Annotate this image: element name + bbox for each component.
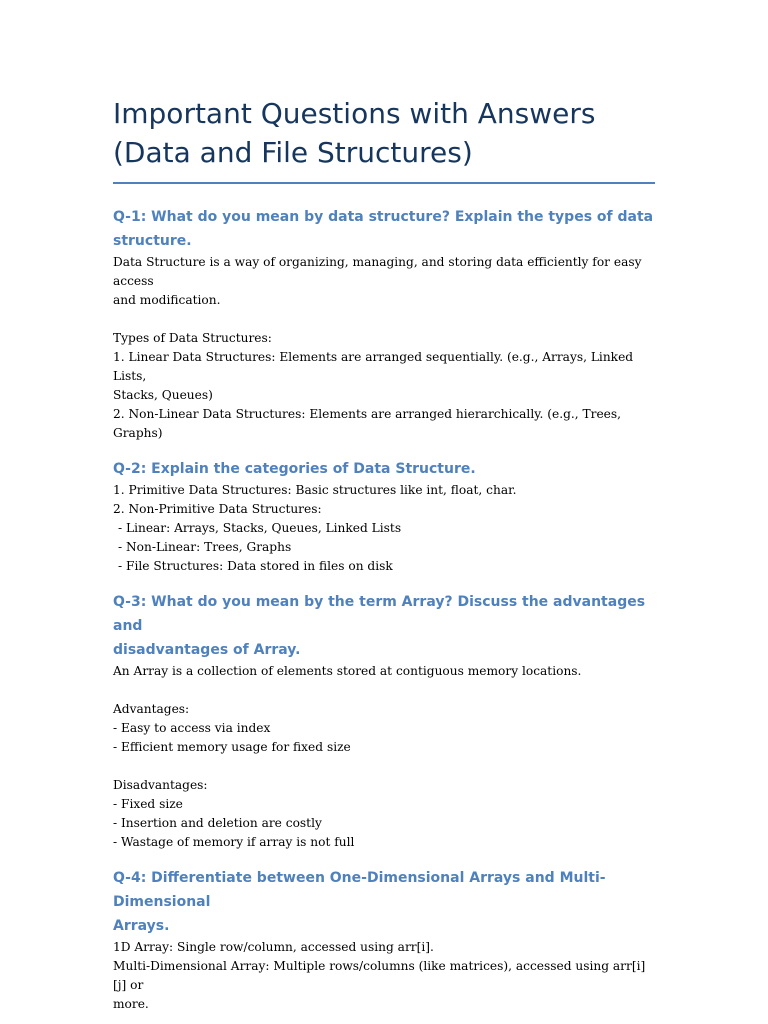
question-4-heading-line-1: Q-4: Differentiate between One-Dimensional Arrays and Multi-Dimensional	[113, 870, 606, 910]
question-4-section	[113, 866, 658, 1014]
document-title-line-2: (Data and File Structures)	[113, 136, 473, 169]
document-body	[113, 94, 658, 1014]
q3-advantage-item: - Easy to access via index	[113, 721, 271, 735]
q4-multi-d-line-2: more.	[113, 997, 149, 1011]
q3-disadvantages-label: Disadvantages:	[113, 778, 208, 792]
question-4-heading-line-2: Arrays.	[113, 918, 170, 934]
q3-disadvantage-item: - Fixed size	[113, 797, 183, 811]
document-title-line-1: Important Questions with Answers	[113, 97, 596, 130]
q4-one-d-line: 1D Array: Single row/column, accessed using arr[i].	[113, 940, 434, 954]
q4-multi-d-line-1: Multi-Dimensional Array: Multiple rows/columns (like matrices), accessed using arr[i][j] or	[113, 959, 646, 992]
q1-linear-line-2: Stacks, Queues)	[113, 388, 213, 402]
q1-types-label: Types of Data Structures:	[113, 331, 272, 345]
q3-disadvantage-item: - Wastage of memory if array is not full	[113, 835, 355, 849]
q3-advantages-label: Advantages:	[113, 702, 190, 716]
question-4-heading	[113, 866, 658, 938]
q2-list-item: 1. Primitive Data Structures: Basic structures like int, float, char.	[113, 483, 517, 497]
q2-sub-item: - Linear: Arrays, Stacks, Queues, Linked Lists	[118, 521, 402, 535]
blank-line	[113, 757, 658, 776]
q1-nonlinear-line: 2. Non-Linear Data Structures: Elements are arranged hierarchically. (e.g., Trees, Graphs)	[113, 407, 622, 440]
q1-linear-line-1: 1. Linear Data Structures: Elements are arranged sequentially. (e.g., Arrays, Linked Lists,	[113, 350, 634, 383]
q1-definition-line-2: and modification.	[113, 293, 221, 307]
q3-definition: An Array is a collection of elements stored at contiguous memory locations.	[113, 664, 582, 678]
q1-definition-line-1: Data Structure is a way of organizing, managing, and storing data efficiently for easy access	[113, 255, 642, 288]
title-underline-rule	[113, 182, 655, 184]
document-title	[113, 94, 658, 172]
question-1-heading: Q-1: What do you mean by data structure? Explain the types of data structure.	[113, 209, 654, 249]
blank-line	[113, 681, 658, 700]
question-3-heading-line-2: disadvantages of Array.	[113, 642, 301, 658]
blank-line	[113, 310, 658, 329]
question-3-heading	[113, 590, 658, 662]
question-3-heading-line-1: Q-3: What do you mean by the term Array? Discuss the advantages and	[113, 594, 646, 634]
question-1-section	[113, 205, 658, 443]
question-2-heading: Q-2: Explain the categories of Data Structure.	[113, 461, 476, 477]
question-2-section	[113, 457, 658, 576]
q2-list-item: 2. Non-Primitive Data Structures:	[113, 502, 322, 516]
question-3-section	[113, 590, 658, 852]
q2-sub-item: - Non-Linear: Trees, Graphs	[118, 540, 292, 554]
q3-advantage-item: - Efficient memory usage for fixed size	[113, 740, 351, 754]
q3-disadvantage-item: - Insertion and deletion are costly	[113, 816, 322, 830]
q2-sub-item: - File Structures: Data stored in files on disk	[118, 559, 393, 573]
